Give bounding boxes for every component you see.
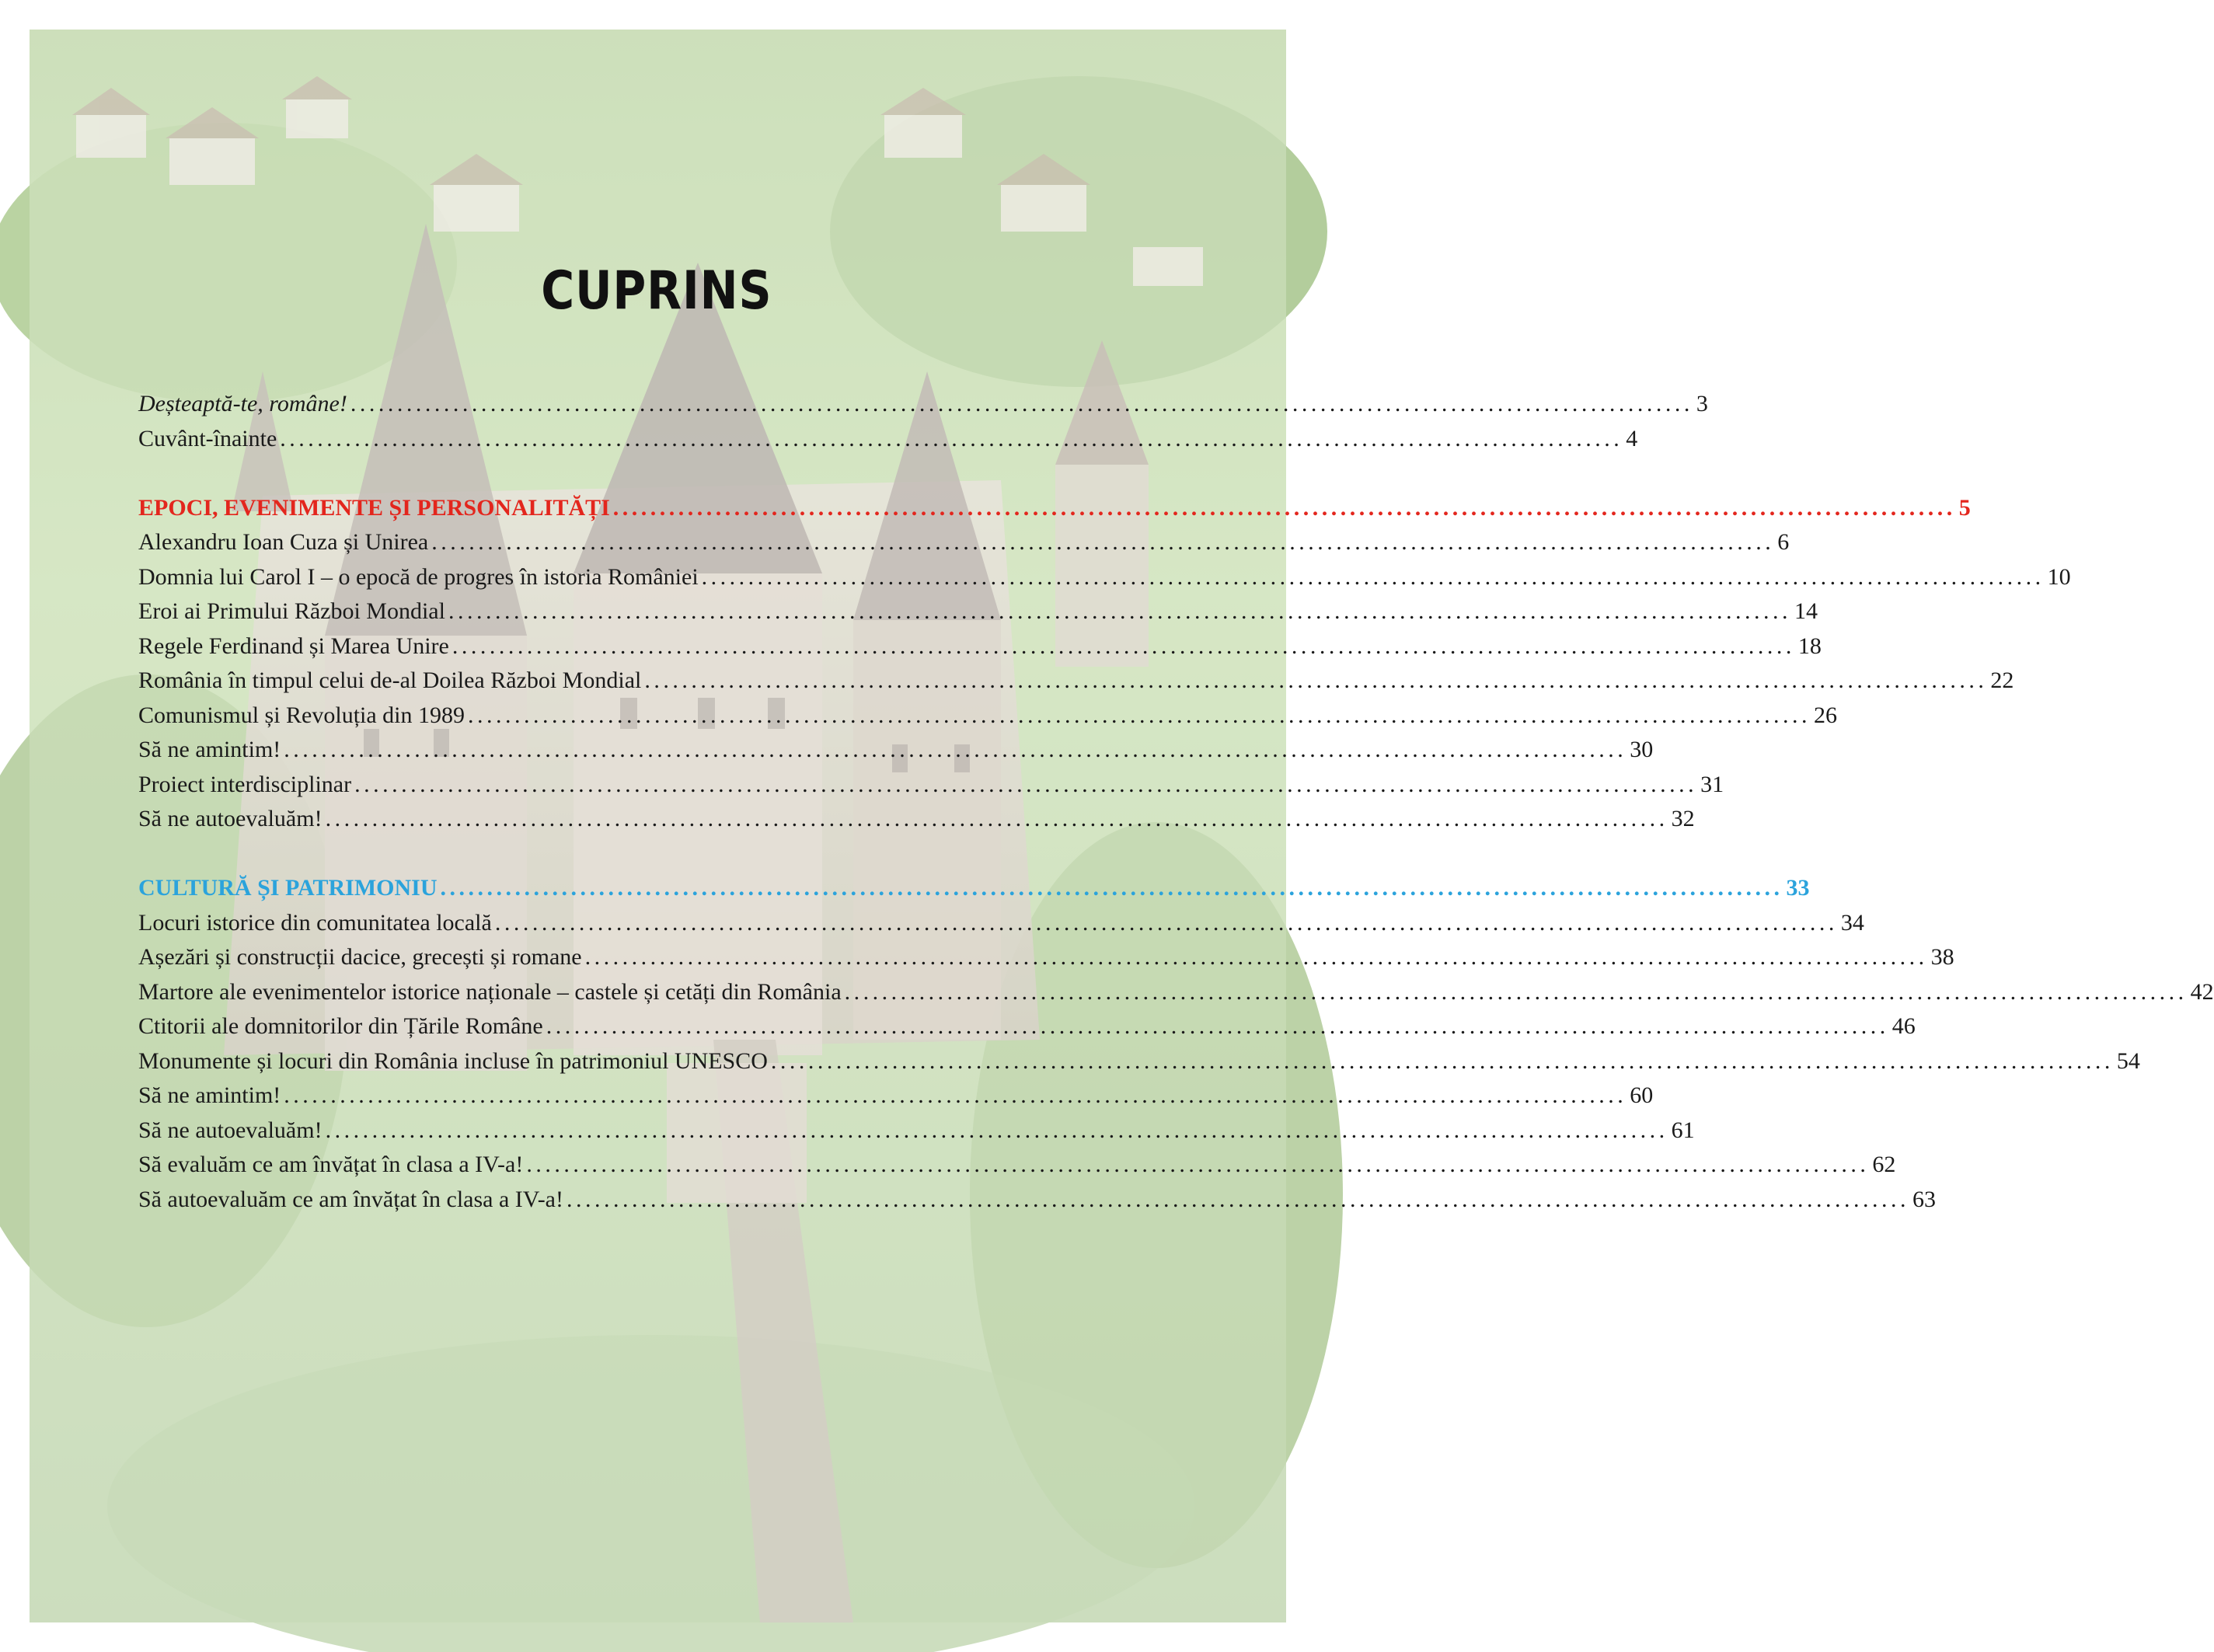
toc-section-label: CULTURĂ ȘI PATRIMONIU	[138, 875, 438, 901]
section-spacer	[138, 460, 1156, 495]
toc-entry-page: 54	[2116, 1047, 2140, 1074]
toc-entry-page: 32	[1671, 806, 1695, 831]
toc-entry-page: 14	[1794, 598, 1818, 624]
toc-entry-label: Domnia lui Carol I – o epocă de progres în istoria României	[138, 563, 699, 590]
toc-entry-page: 3	[1696, 391, 1708, 416]
toc-entry-label: Monumente și locuri din România incluse în patrimoniul UNESCO	[138, 1047, 768, 1074]
toc-entry-label: Ctitorii ale domnitorilor din Țările Române	[138, 1013, 543, 1039]
dot-leader: ................................................................................................................................................	[612, 494, 1956, 521]
toc-entry-page: 22	[1990, 667, 2014, 693]
toc-entry[interactable]	[138, 1013, 1916, 1048]
toc-entry[interactable]	[138, 1047, 2140, 1083]
dot-leader: ................................................................................................................................................	[440, 875, 1783, 901]
dot-leader: ................................................................................................................................................	[526, 1152, 1870, 1177]
toc-entry-page: 6	[1777, 529, 1790, 555]
dot-leader: ................................................................................................................................................	[350, 391, 1693, 416]
toc-entry[interactable]	[138, 391, 1708, 426]
toc-entry-label: Proiect interdisciplinar	[138, 771, 352, 797]
toc-entry[interactable]	[138, 529, 1790, 564]
toc-entry[interactable]	[138, 1152, 1896, 1187]
toc-entry[interactable]	[138, 1117, 1695, 1152]
toc-entry[interactable]	[138, 909, 1864, 945]
dot-leader: ................................................................................................................................................	[584, 944, 1928, 970]
toc-entry[interactable]	[138, 667, 2014, 702]
toc-entry-page: 61	[1671, 1117, 1695, 1143]
toc-entry[interactable]	[138, 1082, 1654, 1117]
toc-section-label: EPOCI, EVENIMENTE ȘI PERSONALITĂȚI	[138, 494, 610, 521]
toc-entry-page: 30	[1630, 737, 1654, 762]
dot-leader: ................................................................................................................................................	[770, 1047, 2114, 1074]
toc-entry[interactable]	[138, 944, 1954, 979]
toc-entry-label: Eroi ai Primului Război Mondial	[138, 598, 445, 624]
toc-entry-label: Să evaluăm ce am învățat în clasa a IV-a!	[138, 1152, 524, 1177]
toc-section-page: 33	[1786, 875, 1810, 901]
toc-section-heading[interactable]	[138, 875, 1810, 910]
toc-section-heading[interactable]	[138, 494, 1971, 530]
toc-entry-label: Comunismul și Revoluția din 1989	[138, 702, 465, 728]
dot-leader: ................................................................................................................................................	[567, 1186, 1909, 1212]
toc-entry-label: Deșteaptă-te, române!	[138, 391, 347, 416]
toc-entry[interactable]	[138, 563, 2071, 599]
dot-leader: ................................................................................................................................................	[494, 909, 1838, 936]
toc-entry-page: 18	[1797, 633, 1822, 659]
toc-entry-label: România în timpul celui de-al Doilea Război Mondial	[138, 667, 642, 693]
dot-leader: ................................................................................................................................................	[325, 806, 1668, 831]
table-of-contents	[138, 391, 2214, 1221]
toc-entry[interactable]	[138, 598, 1818, 633]
toc-entry[interactable]	[138, 1186, 1936, 1222]
dot-leader: ................................................................................................................................................	[325, 1117, 1668, 1143]
toc-entry[interactable]	[138, 737, 1654, 772]
toc-entry-label: Așezări și construcții dacice, grecești și romane	[138, 944, 582, 970]
toc-entry-page: 42	[2190, 978, 2214, 1005]
dot-leader: ................................................................................................................................................	[844, 978, 2188, 1005]
toc-entry-page: 62	[1872, 1152, 1896, 1177]
toc-entry-label: Să ne autoevaluăm!	[138, 1117, 323, 1143]
dot-leader: ................................................................................................................................................	[701, 563, 2045, 590]
toc-entry-page: 46	[1891, 1013, 1916, 1039]
dot-leader: ................................................................................................................................................	[284, 1082, 1627, 1108]
dot-leader: ................................................................................................................................................	[431, 529, 1775, 555]
toc-entry-page: 60	[1630, 1082, 1654, 1108]
dot-leader: ................................................................................................................................................	[468, 702, 1811, 728]
section-spacer	[138, 841, 1156, 876]
toc-entry-label: Să ne autoevaluăm!	[138, 806, 323, 831]
dot-leader: ................................................................................................................................................	[452, 633, 1795, 659]
toc-entry-label: Să autoevaluăm ce am învățat în clasa a IV-a!	[138, 1186, 563, 1212]
toc-entry[interactable]	[138, 806, 1695, 841]
toc-entry-label: Să ne amintim!	[138, 737, 281, 762]
toc-entry-page: 38	[1930, 944, 1954, 970]
dot-leader: ................................................................................................................................................	[546, 1013, 1889, 1039]
toc-entry-page: 10	[2047, 563, 2071, 590]
toc-entry[interactable]	[138, 425, 1638, 461]
toc-entry[interactable]	[138, 702, 1838, 737]
toc-entry-page: 63	[1912, 1186, 1936, 1212]
toc-section-page: 5	[1958, 494, 1971, 521]
toc-entry-page: 34	[1840, 909, 1864, 936]
toc-entry[interactable]	[138, 771, 1724, 807]
dot-leader: ................................................................................................................................................	[448, 598, 1791, 624]
dot-leader: ................................................................................................................................................	[644, 667, 1988, 693]
toc-entry-label: Locuri istorice din comunitatea locală	[138, 909, 492, 936]
toc-entry[interactable]	[138, 633, 1822, 668]
page-title: CUPRINS	[541, 260, 772, 322]
toc-entry-label: Regele Ferdinand și Marea Unire	[138, 633, 449, 659]
dot-leader: ................................................................................................................................................	[354, 771, 1698, 797]
toc-entry[interactable]	[138, 978, 2214, 1014]
toc-entry-page: 26	[1814, 702, 1838, 728]
toc-entry-label: Alexandru Ioan Cuza și Unirea	[138, 529, 429, 555]
toc-entry-page: 31	[1700, 771, 1724, 797]
toc-entry-label: Cuvânt-înainte	[138, 425, 277, 451]
dot-leader: ................................................................................................................................................	[284, 737, 1627, 762]
toc-entry-label: Martore ale evenimentelor istorice naționale – castele și cetăți din România	[138, 978, 842, 1005]
dot-leader: ................................................................................................................................................	[280, 425, 1623, 451]
toc-entry-page: 4	[1626, 425, 1638, 451]
toc-entry-label: Să ne amintim!	[138, 1082, 281, 1108]
